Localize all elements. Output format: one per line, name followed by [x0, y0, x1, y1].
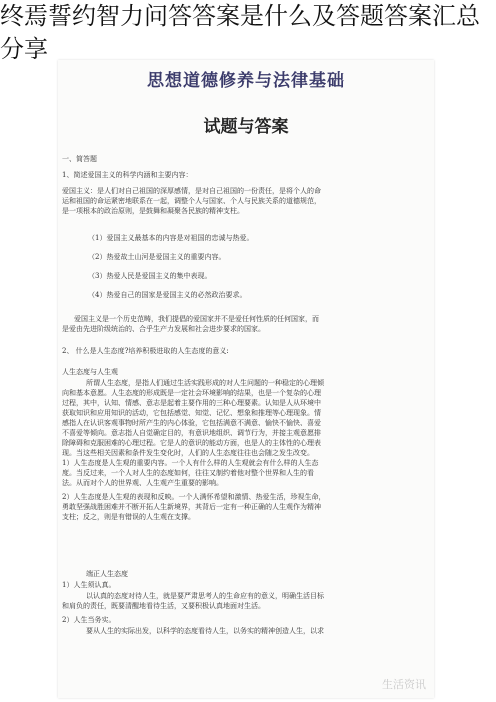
q2-body-line: 支柱；反之，则是有错误的人生观在支撑。	[62, 513, 195, 521]
page-title: 终焉誓约智力问答答案是什么及答题答案汇总分享	[0, 2, 480, 63]
q2-sub-item: 1）人生须认真。	[62, 581, 116, 589]
q2-body-line: 感指人在认识客观事物时所产生的内心体验，它包括满意不满意、愉快不愉快、喜爱	[62, 419, 321, 427]
q2-body-line: 过程，其中，认知、情感、意志是起着主要作用的三种心理要素。认知是人从环境中	[62, 399, 321, 407]
q1-summary-line: 爱国主义是一个历史范畴，我们提倡的爱国家并不是爱任何性质的任何国家，而	[74, 315, 319, 323]
q1-summary-line: 是爱由先进阶级统治的、合乎生产力发展和社会进步要求的国家。	[62, 325, 265, 333]
q2-sub-item: 2）人生当务实。	[62, 616, 116, 624]
q2-body-line: 除障碍和克服困难的心理过程。它是人的意识的能动方面，也是人的主体性的心理表	[62, 439, 321, 447]
q1-point: （1）爱国主义最基本的内容是对祖国的忠诚与热爱。	[88, 234, 254, 242]
q2-body-line: 2）人生态度是人生观的表现和反映。一个人满怀希望和激情、热爱生活，珍视生命，	[62, 493, 326, 501]
q2-sub-item: 和肩负的责任，既要清醒地看待生活，又要积极认真地面对生活。	[62, 602, 265, 610]
q2-sub-item: 要从人生的实际出发，以科学的态度看待人生，以务实的精神创造人生，以求	[86, 627, 324, 635]
q1-answer-line: 是一项根本的政治原则，是鼓舞和凝聚各民族的精神支柱。	[62, 207, 244, 215]
q2-body-line: 1）人生态度是人生观的重要内容。一个人有什么样的人生观就会有什么样的人生态	[62, 459, 319, 467]
q2-sub-item: 以认真的态度对待人生，就是要严肃思考人的生命应有的意义，明确生活目标	[86, 592, 324, 600]
q2-body-line: 度。当反过来，一个人对人生的态度如何，往往又制约着他对整个世界和人生的看	[62, 469, 314, 477]
document-heading: 思想道德修养与法律基础	[147, 71, 345, 91]
q1-point: （4）热爱自己的国家是爱国主义的必然政治要求。	[88, 291, 247, 299]
document-image	[58, 60, 434, 698]
q2-title: 人生态度与人生观	[62, 368, 118, 376]
q2-body-line: 获取知识和应用知识的活动，它包括感觉、知觉、记忆、想象和推理等心理现象。情	[62, 409, 321, 417]
q2-body-line: 现。当这些相关因素和条件发生变化时，人们的人生态度往往也会随之发生改变。	[62, 449, 314, 457]
q2-body-line: 勇敢坚强战胜困难并不断开拓人生新境界，其背后一定有一种正确的人生观作为精神	[62, 503, 321, 511]
document-subheading: 试题与答案	[203, 117, 289, 137]
question-1: 1、简述爱国主义的科学内涵和主要内容：	[62, 171, 193, 179]
q2-body-line: 向和基本意愿。人生态度的形成既是一定社会环境影响的结果，也是一个复杂的心理	[62, 389, 321, 397]
q1-answer-line: 运和祖国的命运紧密地联系在一起，调整个人与国家、个人与民族关系的道德规范，	[62, 197, 321, 205]
q2-body-line: 法。从而对个人的世界观、人生观产生重要的影响。	[62, 479, 223, 487]
watermark: 生活资讯	[382, 678, 426, 691]
section-title: 一、简答题	[62, 155, 97, 163]
q2-subtitle: 端正人生态度	[86, 570, 128, 578]
q2-body-line: 所谓人生态度，是指人们通过生活实践形成的对人生问题的一种稳定的心理倾	[86, 379, 324, 387]
q1-point: （3）热爱人民是爱国主义的集中表现。	[88, 272, 212, 280]
q1-answer-line: 爱国主义：是人们对自己祖国的深厚感情，是对自己祖国的一份责任，是将个人的命	[62, 187, 321, 195]
q2-body-line: 不喜爱等倾向。意志指人自觉确定目的，有意识地组织、调节行为，并接主观意愿排	[62, 429, 321, 437]
question-2: 2、 什么是人生态度?培养积极进取的人生态度的意义:	[62, 347, 229, 355]
q1-point: （2）热爱故土山河是爱国主义的重要内容。	[88, 253, 226, 261]
